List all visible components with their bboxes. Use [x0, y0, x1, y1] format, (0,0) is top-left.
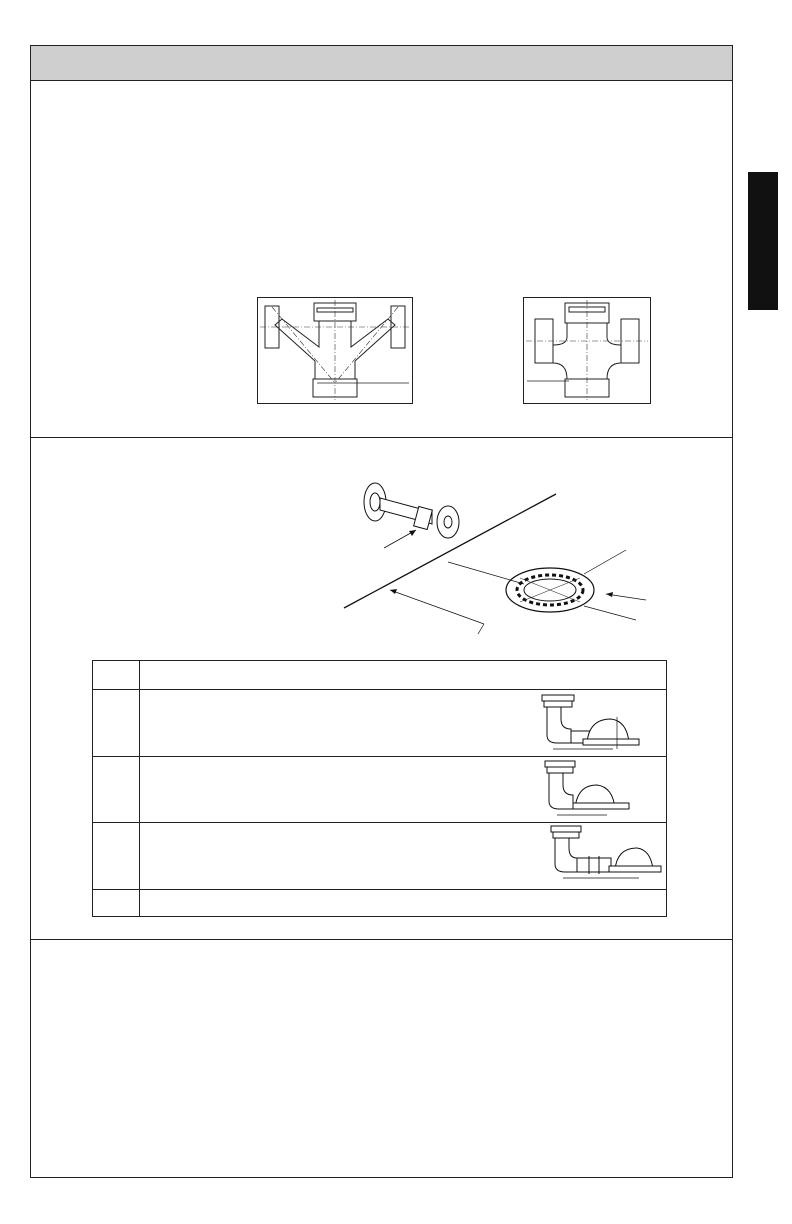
section-header-bar [31, 46, 732, 81]
drain-elbow-short-icon [517, 759, 633, 817]
section-divider-2 [31, 939, 732, 940]
table-row-divider [93, 689, 666, 690]
section-divider-1 [31, 437, 732, 438]
table-row-divider [93, 889, 666, 890]
drain-elbow-extended-icon [545, 824, 665, 882]
table-column-divider [139, 661, 140, 916]
double-wye-fitting-diagram [257, 297, 413, 404]
table-row-divider [93, 756, 666, 757]
rough-in-illustration [320, 470, 660, 640]
side-tab [748, 172, 778, 310]
spec-table [92, 660, 667, 917]
table-row-divider [93, 822, 666, 823]
supply-stop-icon [364, 483, 459, 538]
drain-elbow-icon [517, 693, 641, 751]
sanitary-cross-fitting-diagram [523, 297, 651, 404]
closet-flange-icon [506, 568, 594, 612]
